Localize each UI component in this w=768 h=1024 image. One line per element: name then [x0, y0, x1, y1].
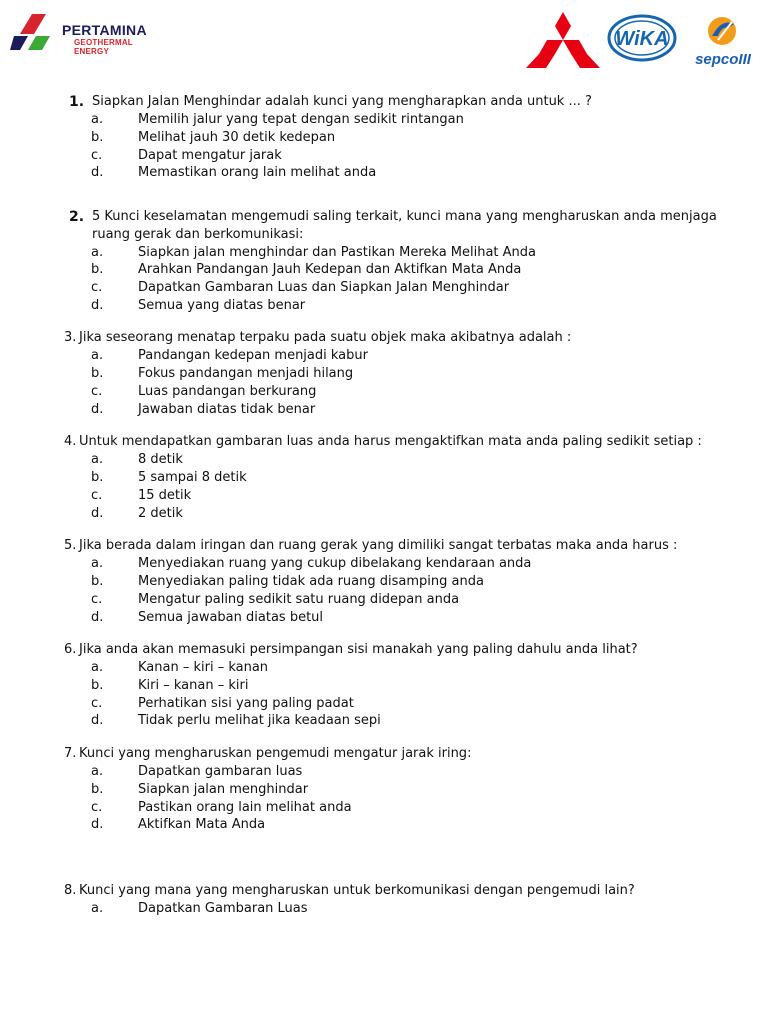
option-text: Semua yang diatas benar	[138, 298, 306, 313]
option-letter: d.	[91, 402, 104, 417]
mitsubishi-logo-icon	[524, 10, 602, 70]
option-letter: b.	[91, 678, 104, 693]
option-letter: c.	[91, 592, 103, 607]
option-text: Jawaban diatas tidak benar	[138, 402, 316, 417]
sepco-logo-text: sepcoIII	[695, 51, 751, 68]
option-letter: c.	[91, 696, 103, 711]
option-text: Dapatkan Gambaran Luas dan Siapkan Jalan Menghindar	[138, 280, 510, 295]
option-text: Pandangan kedepan menjadi kabur	[138, 348, 368, 363]
question-number: 5.	[64, 538, 77, 553]
option-text: Semua jawaban diatas betul	[138, 610, 324, 625]
option-text: Siapkan jalan menghindar	[138, 782, 309, 797]
option-letter: c.	[91, 488, 103, 503]
option-letter: d.	[91, 817, 104, 832]
question-number: 4.	[64, 434, 77, 449]
question-text: Jika anda akan memasuki persimpangan sisi manakah yang paling dahulu anda lihat?	[79, 642, 638, 657]
question-text: Kunci yang mengharuskan pengemudi mengatur jarak iring:	[79, 746, 472, 761]
question-number: 7.	[64, 746, 77, 761]
option-letter: b.	[91, 574, 104, 589]
option-letter: d.	[91, 165, 104, 180]
pertamina-mark-icon	[10, 12, 60, 52]
option-letter: b.	[91, 470, 104, 485]
option-letter: c.	[91, 280, 103, 295]
option-text: Arahkan Pandangan Jauh Kedepan dan Aktifkan Mata Anda	[138, 262, 522, 277]
option-letter: a.	[91, 556, 104, 571]
option-letter: c.	[91, 148, 103, 163]
option-text: Mengatur paling sedikit satu ruang didepan anda	[138, 592, 460, 607]
pertamina-brand-text: PERTAMINA	[62, 22, 147, 38]
question-text: 5 Kunci keselamatan mengemudi saling terkait, kunci mana yang mengharuskan anda menjaga	[92, 209, 717, 224]
option-text: Dapatkan Gambaran Luas	[138, 901, 308, 916]
option-letter: b.	[91, 130, 104, 145]
sepco-logo-icon	[688, 14, 758, 70]
option-text: Kiri – kanan – kiri	[138, 678, 249, 693]
option-letter: c.	[91, 800, 103, 815]
option-text: 15 detik	[138, 488, 192, 503]
option-text: Kanan – kiri – kanan	[138, 660, 269, 675]
option-text: Melihat jauh 30 detik kedepan	[138, 130, 336, 145]
option-letter: d.	[91, 506, 104, 521]
question-number: 1.	[69, 94, 85, 110]
option-text: Perhatikan sisi yang paling padat	[138, 696, 354, 711]
option-text: Dapatkan gambaran luas	[138, 764, 303, 779]
option-text: Fokus pandangan menjadi hilang	[138, 366, 354, 381]
question-text: Jika seseorang menatap terpaku pada suatu objek maka akibatnya adalah :	[79, 330, 572, 345]
option-letter: d.	[91, 713, 104, 728]
option-letter: a.	[91, 245, 104, 260]
option-letter: a.	[91, 452, 104, 467]
pertamina-logo	[10, 10, 170, 54]
option-text: Aktifkan Mata Anda	[138, 817, 266, 832]
option-letter: b.	[91, 366, 104, 381]
question-text: Siapkan Jalan Menghindar adalah kunci yang mengharapkan anda untuk ... ?	[92, 94, 592, 109]
option-text: Menyediakan paling tidak ada ruang disamping anda	[138, 574, 484, 589]
question-number: 6.	[64, 642, 77, 657]
question-text: Jika berada dalam iringan dan ruang gerak yang dimiliki sangat terbatas maka anda harus :	[79, 538, 678, 553]
option-text: 5 sampai 8 detik	[138, 470, 247, 485]
option-text: Memastikan orang lain melihat anda	[138, 165, 377, 180]
option-text: Pastikan orang lain melihat anda	[138, 800, 352, 815]
option-letter: a.	[91, 764, 104, 779]
option-letter: b.	[91, 262, 104, 277]
header	[0, 0, 768, 80]
option-letter: d.	[91, 298, 104, 313]
wika-logo-icon	[607, 13, 677, 63]
question-number: 2.	[69, 209, 85, 225]
option-letter: a.	[91, 112, 104, 127]
option-text: 8 detik	[138, 452, 183, 467]
question-number: 3.	[64, 330, 77, 345]
question-text: Untuk mendapatkan gambaran luas anda harus mengaktifkan mata anda paling sedikit setiap :	[79, 434, 702, 449]
option-text: Tidak perlu melihat jika keadaan sepi	[138, 713, 381, 728]
pertamina-subtitle-text: GEOTHERMAL ENERGY	[74, 38, 133, 56]
question-text-continued: ruang gerak dan berkomunikasi:	[92, 227, 304, 242]
option-text: Siapkan jalan menghindar dan Pastikan Mereka Melihat Anda	[138, 245, 537, 260]
option-letter: a.	[91, 348, 104, 363]
option-letter: d.	[91, 610, 104, 625]
option-text: Menyediakan ruang yang cukup dibelakang kendaraan anda	[138, 556, 532, 571]
option-letter: b.	[91, 782, 104, 797]
option-letter: a.	[91, 901, 104, 916]
question-text: Kunci yang mana yang mengharuskan untuk berkomunikasi dengan pengemudi lain?	[79, 883, 635, 898]
option-letter: c.	[91, 384, 103, 399]
option-text: 2 detik	[138, 506, 183, 521]
option-text: Dapat mengatur jarak	[138, 148, 282, 163]
wika-logo-text: WiKA	[615, 28, 669, 50]
option-letter: a.	[91, 660, 104, 675]
option-text: Luas pandangan berkurang	[138, 384, 317, 399]
question-number: 8.	[64, 883, 77, 898]
option-text: Memilih jalur yang tepat dengan sedikit rintangan	[138, 112, 464, 127]
